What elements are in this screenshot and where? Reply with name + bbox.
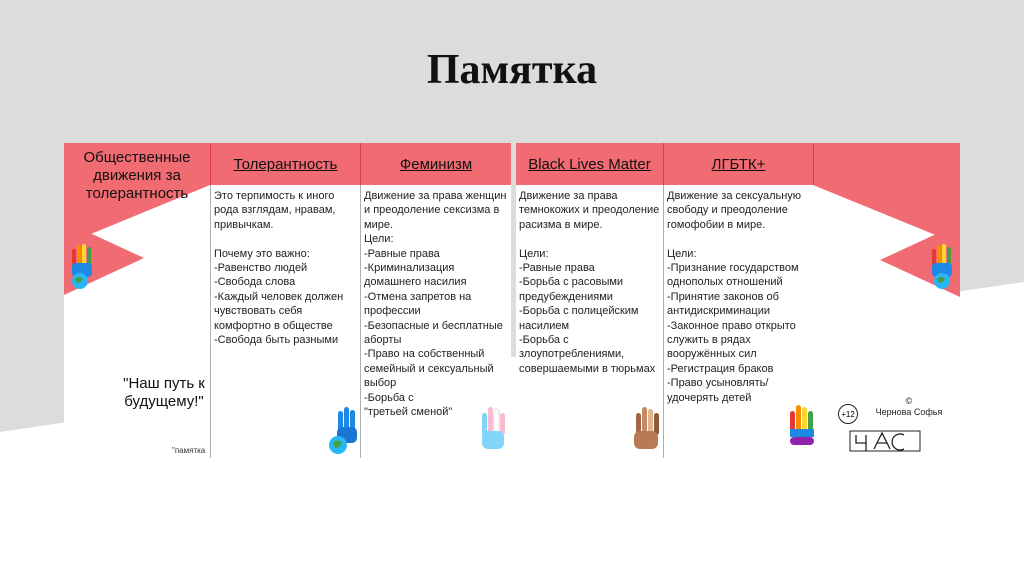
left-heading bbox=[67, 149, 207, 203]
column-header-lgbt bbox=[663, 143, 813, 185]
heading-line: толерантность bbox=[85, 185, 189, 202]
header-divider bbox=[813, 143, 814, 185]
column-header-feminism bbox=[360, 143, 511, 185]
slogan: "Наш путь к будущему!" bbox=[123, 375, 205, 410]
column-header-label: Black Lives Matter bbox=[528, 155, 651, 173]
heading-line: Общественные bbox=[83, 149, 191, 166]
column-header-label: ЛГБТК+ bbox=[711, 155, 766, 173]
column-header-label: Толерантность bbox=[233, 155, 338, 173]
rainbow-hand-globe-icon bbox=[68, 243, 98, 291]
heading-line: движения за bbox=[93, 167, 181, 184]
slide-title: Памятка bbox=[426, 47, 598, 93]
rainbow-hand-globe-icon bbox=[926, 243, 956, 291]
column-text-blm: Движение за права темнокожих и преодоление расизма в мире. Цели: -Равные права -Борьба с расовыми предубеждениями -Борьба с полицейским насилием -Борьба с злоупотреблениями, совершаемыми в тюрьмах bbox=[519, 190, 660, 375]
column-text-tolerance: Это терпимость к иного рода взглядам, нравам, привычкам. Почему это важно: -Равенство людей -Свобода слова -Каждый человек должен чувствовать себя комфортно в обществе -Свобода быть разными bbox=[210, 185, 360, 458]
column-header-label: Феминизм bbox=[399, 155, 473, 173]
blue-hand-globe-icon bbox=[328, 405, 364, 457]
copyright-mark: © bbox=[905, 396, 913, 406]
memo-right-panel bbox=[516, 143, 960, 458]
footnote: "памятка bbox=[172, 446, 206, 455]
column-text-lgbt: Движение за сексуальную свободу и преодоление гомофобии в мире. Цели: -Признание государством однополых отношений -Принятие законов об антидискриминации -Законное право открыто служить в рядах вооружённых сил -Регистрация браков -Право усыновлять/ удочерять детей bbox=[663, 185, 813, 458]
memo-left-panel bbox=[64, 143, 511, 458]
column-header-tolerance bbox=[210, 143, 360, 185]
column-header-blm bbox=[516, 143, 663, 185]
signature-drawing bbox=[846, 425, 926, 455]
brown-hand-icon bbox=[630, 405, 662, 455]
author-credit bbox=[874, 396, 944, 418]
pink-blue-hand-icon bbox=[478, 405, 508, 457]
age-rating-badge: +12 bbox=[838, 404, 858, 424]
column-text-feminism: Движение за права женщин и преодоление сексизма в мире. Цели: -Равные права -Криминализация домашнего насилия -Отмена запретов на профессии -Безопасные и бесплатные аборты -Право на собственный семейный и сексуальный выбор -Борьба с "третьей сменой" bbox=[360, 185, 511, 458]
rainbow-hand-icon bbox=[786, 403, 818, 455]
author-name: Чернова Софья bbox=[875, 407, 943, 417]
